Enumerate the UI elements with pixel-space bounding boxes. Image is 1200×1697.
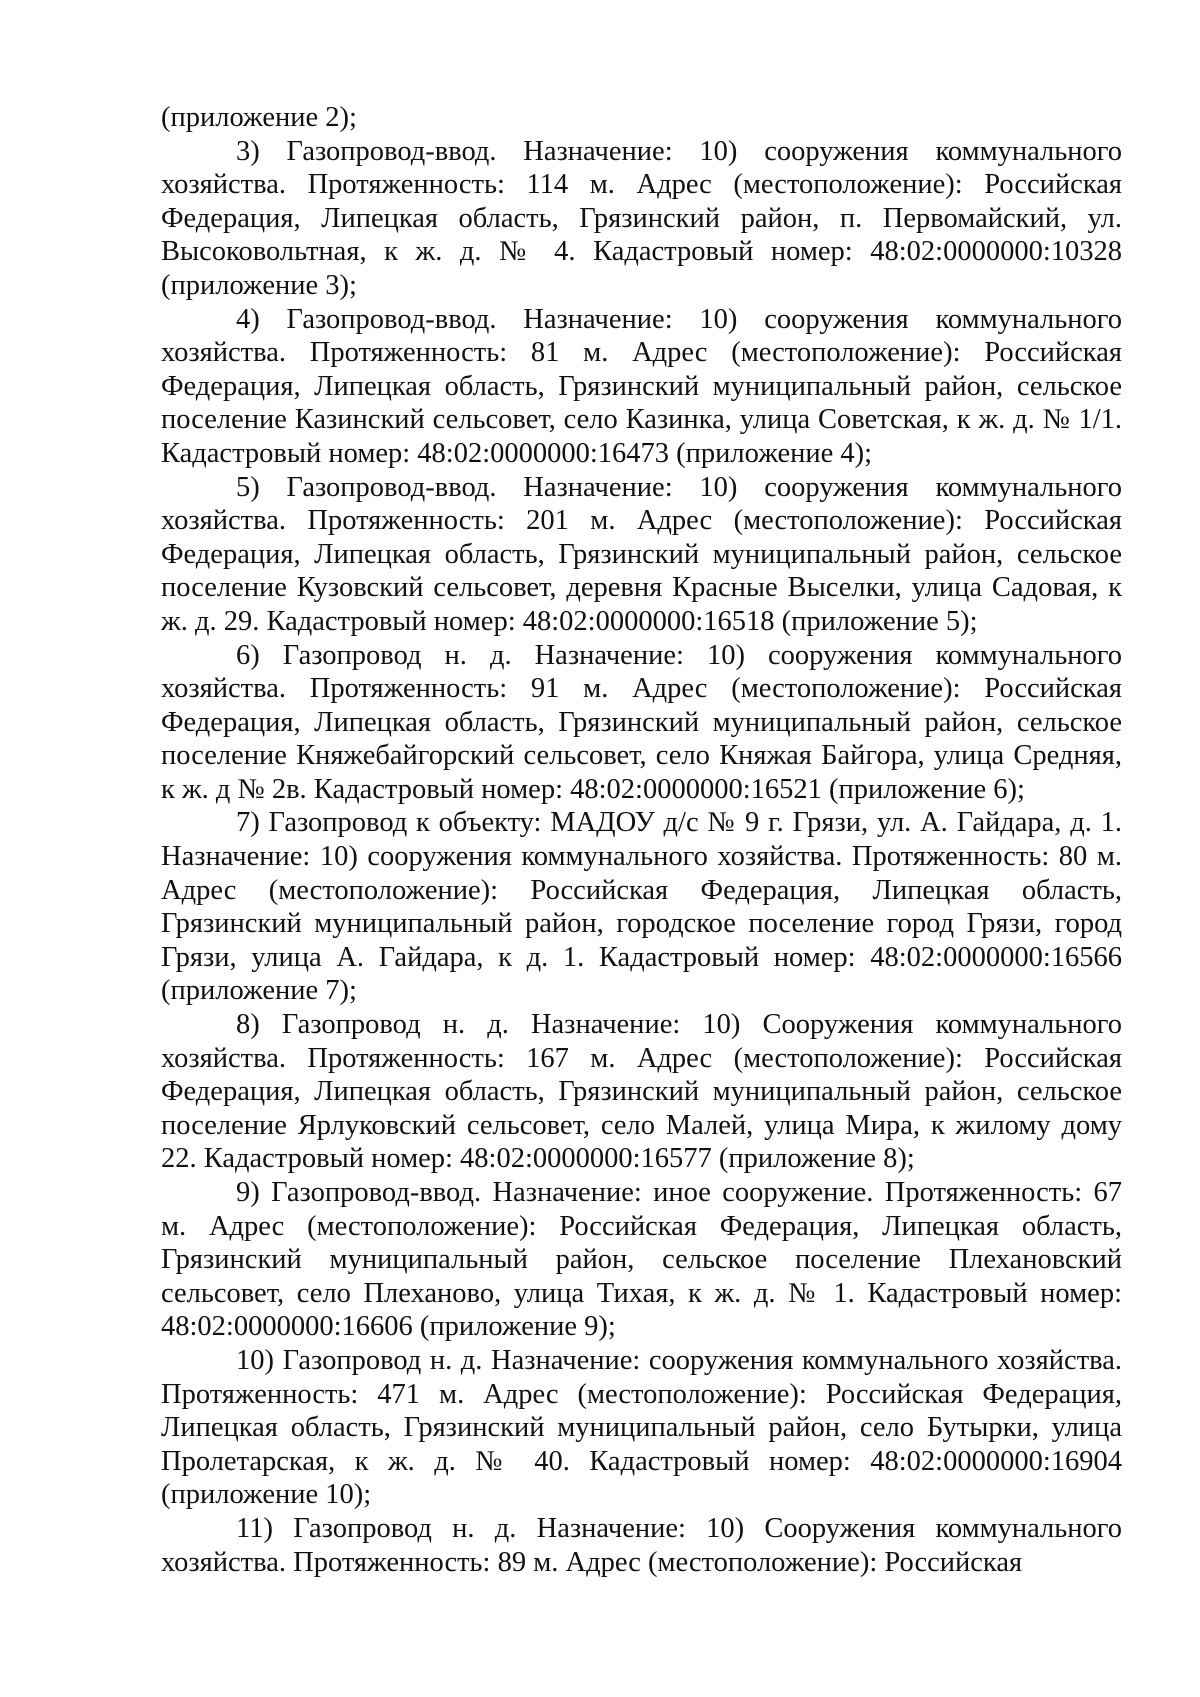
item-number: 10): [236, 1344, 274, 1376]
item-text: Газопровод-ввод. Назначение: 10) сооружения коммунального хозяйства. Протяженность: 81 м. Адрес (местоположение): Российская Федерация, Липецкая область, Грязинский муниципальный район, сельское поселение Казинский сельсовет, село Казинка, улица Советская, к ж. д. № 1/1. Кадастровый номер: 48:02:0000000:16473 (приложение 4);: [161, 303, 1122, 469]
list-item-7: [161, 806, 1122, 1008]
paragraph-text: (приложение 2);: [161, 102, 357, 133]
item-number: 3): [236, 135, 260, 167]
item-number: 4): [236, 303, 260, 335]
item-number: 8): [236, 1009, 260, 1041]
item-number: 9): [236, 1177, 260, 1208]
item-text: Газопровод н. д. Назначение: сооружения коммунального хозяйства. Протяженность: 471 м. Адрес (местоположение): Российская Федерация, Липецкая область, Грязинский муниципальный район, село Бутырки, улица Пролетарская, к ж. д. № 40. Кадастровый номер: 48:02:0000000:16904 (приложение 10);: [161, 1344, 1123, 1511]
item-text: Газопровод-ввод. Назначение: иное сооружение. Протяженность: 67 м. Адрес (местоположение): Российская Федерация, Липецкая область, Грязинский муниципальный район, сельское поселение Плехановский сельсовет, село Плеханово, улица Тихая, к ж. д. № 1. Кадастровый номер: 48:02:0000000:16606 (приложение 9);: [161, 1177, 1122, 1343]
item-number: 6): [236, 639, 260, 671]
list-item-3: [161, 135, 1122, 303]
item-number: 7): [236, 807, 260, 839]
item-text: Газопровод к объекту: МАДОУ д/с № 9 г. Грязи, ул. А. Гайдара, д. 1. Назначение: 10) сооружения коммунального хозяйства. Протяженность: 80 м. Адрес (местоположение): Российская Федерация, Липецкая область, Грязинский муниципальный район, городское поселение город Грязи, город Грязи, улица А. Гайдара, к д. 1. Кадастровый номер: 48:02:0000000:16566 (приложение 7);: [161, 807, 1122, 1007]
list-item-4: [161, 303, 1122, 471]
document-body: [161, 101, 1122, 1579]
item-text: Газопровод н. д. Назначение: 10) Сооружения коммунального хозяйства. Протяженность: 167 м. Адрес (местоположение): Российская Федерация, Липецкая область, Грязинский муниципальный район, сельское поселение Ярлуковский сельсовет, село Малей, улица Мира, к жилому дому 22. Кадастровый номер: 48:02:0000000:16577 (приложение 8);: [161, 1009, 1122, 1175]
item-text: Газопровод-ввод. Назначение: 10) сооружения коммунального хозяйства. Протяженность: 201 м. Адрес (местоположение): Российская Федерация, Липецкая область, Грязинский муниципальный район, сельское поселение Кузовский сельсовет, деревня Красные Выселки, улица Садовая, к ж. д. 29. Кадастровый номер: 48:02:0000000:16518 (приложение 5);: [161, 471, 1122, 637]
item-number: 5): [236, 471, 260, 503]
item-text: Газопровод н. д. Назначение: 10) Сооружения коммунального хозяйства. Протяженность: 89 м. Адрес (местоположение): Российская: [161, 1512, 1122, 1578]
list-item-10: [161, 1344, 1122, 1512]
item-text: Газопровод н. д. Назначение: 10) сооружения коммунального хозяйства. Протяженность: 91 м. Адрес (местоположение): Российская Федерация, Липецкая область, Грязинский муниципальный район, сельское поселение Княжебайгорский сельсовет, село Княжая Байгора, улица Средняя, к ж. д № 2в. Кадастровый номер: 48:02:0000000:16521 (приложение 6);: [161, 639, 1123, 805]
item-number: 11): [236, 1512, 273, 1544]
list-item-11: [161, 1512, 1122, 1579]
item-text: Газопровод-ввод. Назначение: 10) сооружения коммунального хозяйства. Протяженность: 114 м. Адрес (местоположение): Российская Федерация, Липецкая область, Грязинский район, п. Первомайский, ул. Высоковольтная, к ж. д. № 4. Кадастровый номер: 48:02:0000000:10328 (приложение 3);: [161, 135, 1122, 301]
list-item-6: [161, 639, 1122, 807]
list-item-5: [161, 471, 1122, 639]
list-item-8: [161, 1008, 1122, 1176]
paragraph-continuation: [161, 101, 1122, 135]
list-item-9: [161, 1176, 1122, 1344]
